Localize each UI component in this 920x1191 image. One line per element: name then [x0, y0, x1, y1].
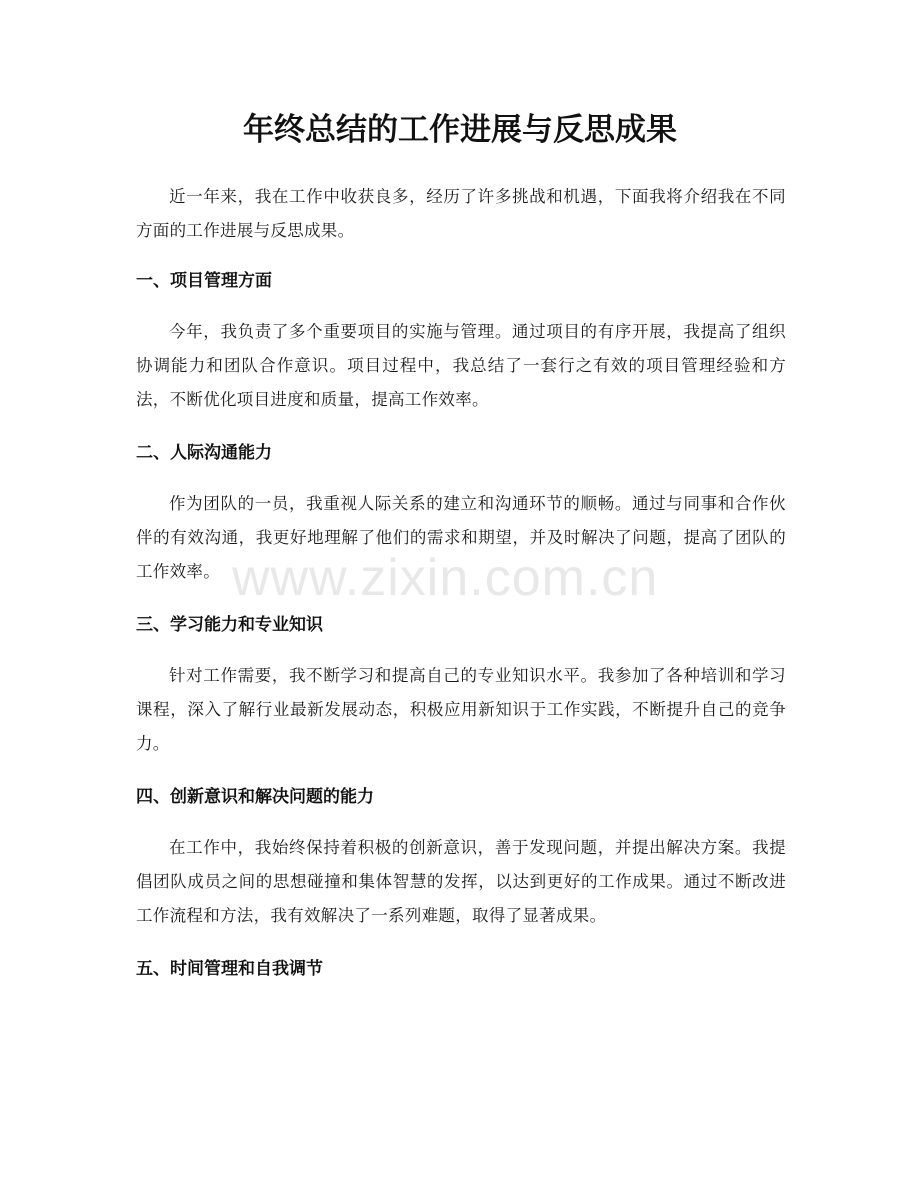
- section-communication: [136, 438, 786, 610]
- watermark: www.zixin.com.cn: [232, 549, 659, 607]
- intro-paragraph: 近一年来，我在工作中收获良多，经历了许多挑战和机遇，下面我将介绍我在不同方面的工作进展与反思成果。: [136, 187, 786, 240]
- section-heading: 一、项目管理方面: [136, 271, 272, 291]
- section-innovation: [136, 782, 786, 954]
- section-heading: 四、创新意识和解决问题的能力: [136, 787, 374, 807]
- section-paragraph: 在工作中，我始终保持着积极的创新意识，善于发现问题，并提出解决方案。我提倡团队成员之间的思想碰撞和集体智慧的发挥，以达到更好的工作成果。通过不断改进工作流程和方法，我有效解决了一系列难题，取得了显著成果。: [136, 838, 786, 925]
- section-heading: 二、人际沟通能力: [136, 443, 272, 463]
- section-heading: 五、时间管理和自我调节: [136, 959, 323, 979]
- section-time-management: [136, 954, 786, 984]
- section-heading: 三、学习能力和专业知识: [136, 615, 323, 635]
- document-title: 年终总结的工作进展与反思成果: [243, 112, 677, 148]
- section-learning: [136, 610, 786, 782]
- document-body: [136, 180, 786, 984]
- section-paragraph: 作为团队的一员，我重视人际关系的建立和沟通环节的顺畅。通过与同事和合作伙伴的有效沟通，我更好地理解了他们的需求和期望，并及时解决了问题，提高了团队的工作效率。: [136, 494, 786, 581]
- section-paragraph: 针对工作需要，我不断学习和提高自己的专业知识水平。我参加了各种培训和学习课程，深入了解行业最新发展动态，积极应用新知识于工作实践，不断提升自己的竞争力。: [136, 666, 786, 753]
- section-paragraph: 今年，我负责了多个重要项目的实施与管理。通过项目的有序开展，我提高了组织协调能力和团队合作意识。项目过程中，我总结了一套行之有效的项目管理经验和方法，不断优化项目进度和质量，提高工作效率。: [136, 322, 786, 409]
- section-project-management: [136, 266, 786, 438]
